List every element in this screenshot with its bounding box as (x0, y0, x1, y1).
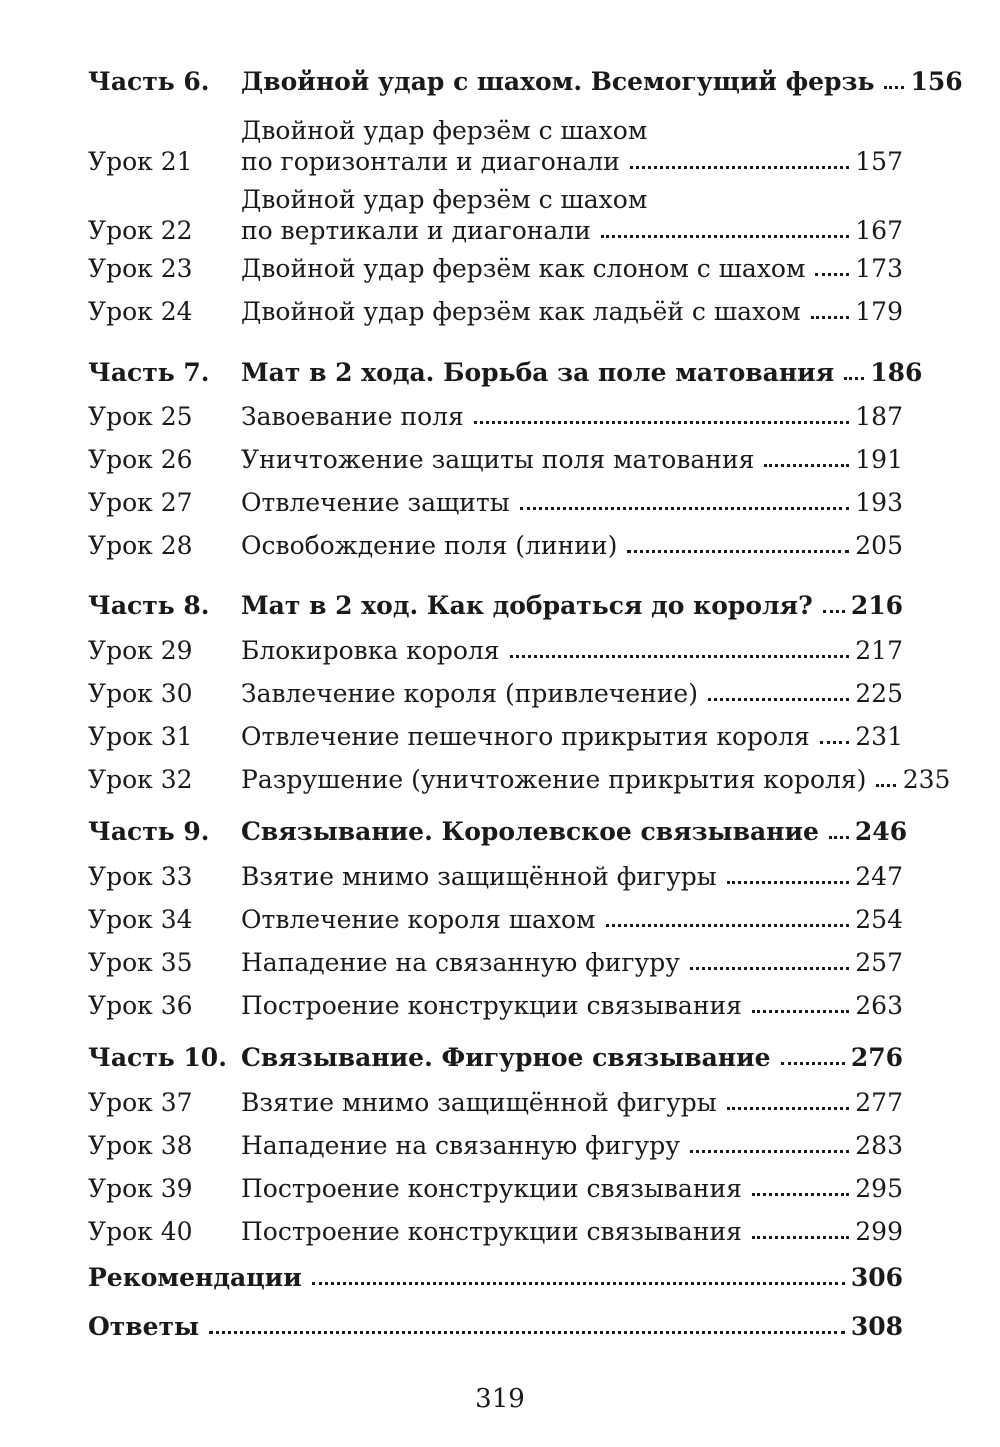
entry-page-number: 191 (855, 445, 903, 474)
entry-title-line: Двойной удар ферзём как ладьёй с шахом (241, 297, 801, 326)
entry-title (241, 1042, 903, 1073)
dot-leader (752, 1193, 849, 1196)
dot-leader (690, 1150, 849, 1153)
entry-label: Урок 29 (88, 636, 193, 665)
entry-label: Урок 34 (88, 905, 193, 934)
entry-title-line: Построение конструкции связывания (241, 991, 742, 1020)
entry-title (241, 764, 951, 795)
entry-title-line: Освобождение поля (линии) (241, 531, 618, 560)
entry-title (241, 487, 903, 518)
entry-label: Урок 26 (88, 445, 193, 474)
entry-title-line: Нападение на связанную фигуру (241, 1131, 680, 1160)
entry-label: Часть 8. (88, 591, 210, 620)
entry-label: Урок 32 (88, 765, 193, 794)
entry-title (241, 816, 908, 847)
entry-page-number: 156 (910, 67, 963, 96)
toc-lesson-entry[interactable] (88, 444, 903, 475)
dot-leader (708, 698, 849, 701)
entry-title (241, 947, 903, 978)
entry-page-number: 299 (855, 1217, 903, 1246)
entry-title (241, 861, 903, 892)
entry-page-number: 173 (855, 254, 903, 283)
entry-title-line: Взятие мнимо защищённой фигуры (241, 862, 717, 891)
entry-title (241, 184, 903, 246)
entry-title (241, 990, 903, 1021)
toc-part-entry[interactable] (88, 816, 908, 847)
toc-lesson-entry[interactable] (88, 1216, 903, 1247)
entry-page-number: 225 (855, 679, 903, 708)
toc-lesson-entry[interactable] (88, 678, 903, 709)
entry-page-number: 231 (855, 722, 903, 751)
entry-label: Урок 36 (88, 991, 193, 1020)
dot-leader (627, 550, 849, 553)
toc-part-entry[interactable] (88, 1262, 903, 1293)
entry-title-line: Связывание. Фигурное связывание (241, 1043, 771, 1072)
dot-leader (820, 741, 849, 744)
entry-label: Урок 28 (88, 531, 193, 560)
entry-title-line: Уничтожение защиты поля матования (241, 445, 755, 474)
entry-title (241, 401, 903, 432)
entry-title-line: Двойной удар ферзём с шахом (241, 116, 648, 145)
entry-title-line: Двойной удар ферзём с шахом (241, 185, 648, 214)
dot-leader (752, 1236, 849, 1239)
entry-label: Урок 21 (88, 147, 193, 176)
dot-leader (690, 967, 849, 970)
entry-label: Урок 23 (88, 254, 193, 283)
dot-leader (727, 881, 849, 884)
entry-label: Урок 35 (88, 948, 193, 977)
entry-page-number: 157 (855, 147, 903, 176)
toc-part-entry[interactable] (88, 1042, 903, 1073)
dot-leader (811, 316, 849, 319)
toc-lesson-entry[interactable] (88, 721, 903, 752)
entry-title (241, 296, 903, 327)
entry-label: Урок 30 (88, 679, 193, 708)
entry-label: Урок 27 (88, 488, 193, 517)
entry-title-line: Нападение на связанную фигуру (241, 948, 680, 977)
dot-leader (844, 377, 864, 380)
dot-leader (884, 86, 904, 89)
entry-title (241, 635, 903, 666)
entry-page-number: 217 (855, 636, 903, 665)
toc-lesson-entry[interactable] (88, 947, 903, 978)
dot-leader (876, 784, 896, 787)
entry-page-number: 167 (855, 216, 903, 245)
entry-label: Урок 33 (88, 862, 193, 891)
entry-page-number: 308 (850, 1312, 903, 1341)
entry-title (241, 590, 903, 621)
dot-leader (606, 924, 849, 927)
entry-page-number: 283 (855, 1131, 903, 1160)
entry-title (241, 1173, 903, 1204)
entry-title (241, 115, 903, 177)
entry-page-number: 306 (850, 1263, 903, 1292)
entry-page-number: 277 (855, 1088, 903, 1117)
toc-lesson-entry[interactable] (88, 990, 903, 1021)
entry-page-number: 205 (855, 531, 903, 560)
entry-title (241, 678, 903, 709)
entry-title (241, 1087, 903, 1118)
entry-page-number: 276 (850, 1043, 903, 1072)
entry-title-line: по вертикали и диагонали (241, 216, 591, 245)
entry-title (241, 66, 963, 97)
entry-title (241, 530, 903, 561)
toc-lesson-entry[interactable] (88, 1087, 903, 1118)
dot-leader (764, 464, 849, 467)
toc-lesson-entry[interactable] (88, 1130, 903, 1161)
dot-leader (630, 166, 849, 169)
entry-page-number: 186 (870, 358, 923, 387)
toc-lesson-entry[interactable] (88, 253, 903, 284)
entry-page-number: 235 (902, 765, 951, 794)
entry-title-line: Построение конструкции связывания (241, 1174, 742, 1203)
entry-title-line: Завоевание поля (241, 402, 464, 431)
dot-leader (520, 507, 849, 510)
entry-title-line: Двойной удар с шахом. Всемогущий ферзь (241, 67, 875, 96)
dot-leader (209, 1331, 845, 1334)
entry-page-number: 247 (855, 862, 903, 891)
entry-label: Урок 22 (88, 216, 193, 245)
entry-page-number: 263 (855, 991, 903, 1020)
entry-title-line: Завлечение короля (привлечение) (241, 679, 698, 708)
entry-title (88, 1311, 903, 1342)
entry-title (241, 253, 903, 284)
entry-label: Часть 9. (88, 817, 210, 846)
dot-leader (510, 655, 849, 658)
entry-page-number: 246 (854, 817, 908, 846)
entry-title (241, 1216, 903, 1247)
entry-page-number: 295 (855, 1174, 903, 1203)
entry-title-line: Рекомендации (88, 1263, 302, 1292)
toc-part-entry[interactable] (88, 357, 923, 388)
entry-label: Часть 7. (88, 358, 210, 387)
entry-label: Урок 25 (88, 402, 193, 431)
entry-title-line: Двойной удар ферзём как слоном с шахом (241, 254, 806, 283)
entry-page-number: 193 (855, 488, 903, 517)
entry-title-line: Взятие мнимо защищённой фигуры (241, 1088, 717, 1117)
dot-leader (474, 421, 849, 424)
toc-lesson-entry[interactable] (88, 861, 903, 892)
toc-lesson-entry[interactable] (88, 115, 903, 177)
dot-leader (781, 1062, 845, 1065)
entry-label: Часть 10. (88, 1043, 227, 1072)
entry-page-number: 179 (855, 297, 903, 326)
entry-title-line: Построение конструкции связывания (241, 1217, 742, 1246)
entry-title-line: Мат в 2 хода. Борьба за поле матования (241, 358, 835, 387)
entry-title (88, 1262, 903, 1293)
entry-title-line: Ответы (88, 1312, 200, 1341)
entry-title-line: Разрушение (уничтожение прикрытия короля) (241, 765, 867, 794)
entry-title-line: Блокировка короля (241, 636, 500, 665)
entry-page-number: 254 (855, 905, 903, 934)
dot-leader (829, 836, 849, 839)
entry-title (241, 1130, 903, 1161)
toc-lesson-entry[interactable] (88, 530, 903, 561)
toc-lesson-entry[interactable] (88, 296, 903, 327)
toc-lesson-entry[interactable] (88, 764, 951, 795)
entry-title (241, 721, 903, 752)
entry-title-line: по горизонтали и диагонали (241, 147, 620, 176)
entry-title-line: Связывание. Королевское связывание (241, 817, 819, 846)
entry-label: Урок 39 (88, 1174, 193, 1203)
entry-label: Урок 24 (88, 297, 193, 326)
entry-title-line: Отвлечение защиты (241, 488, 510, 517)
dot-leader (312, 1282, 845, 1285)
toc-part-entry[interactable] (88, 590, 903, 621)
entry-label: Урок 37 (88, 1088, 193, 1117)
toc-lesson-entry[interactable] (88, 1173, 903, 1204)
entry-label: Урок 38 (88, 1131, 193, 1160)
entry-label: Часть 6. (88, 67, 210, 96)
entry-label: Урок 40 (88, 1217, 193, 1246)
entry-title (241, 444, 903, 475)
entry-label: Урок 31 (88, 722, 193, 751)
entry-title (241, 904, 903, 935)
dot-leader (601, 235, 849, 238)
toc-lesson-entry[interactable] (88, 401, 903, 432)
toc-lesson-entry[interactable] (88, 904, 903, 935)
dot-leader (752, 1010, 849, 1013)
toc-lesson-entry[interactable] (88, 635, 903, 666)
toc-part-entry[interactable] (88, 66, 963, 97)
dot-leader (823, 610, 845, 613)
entry-title-line: Отвлечение пешечного прикрытия короля (241, 722, 810, 751)
toc-lesson-entry[interactable] (88, 184, 903, 246)
entry-title-line: Мат в 2 ход. Как добраться до короля? (241, 591, 813, 620)
dot-leader (815, 273, 849, 276)
dot-leader (727, 1107, 849, 1110)
toc-lesson-entry[interactable] (88, 487, 903, 518)
page-number-footer: 319 (475, 1384, 525, 1414)
entry-page-number: 187 (855, 402, 903, 431)
entry-title-line: Отвлечение короля шахом (241, 905, 596, 934)
entry-page-number: 216 (850, 591, 903, 620)
entry-page-number: 257 (855, 948, 903, 977)
entry-title (241, 357, 923, 388)
toc-part-entry[interactable] (88, 1311, 903, 1342)
